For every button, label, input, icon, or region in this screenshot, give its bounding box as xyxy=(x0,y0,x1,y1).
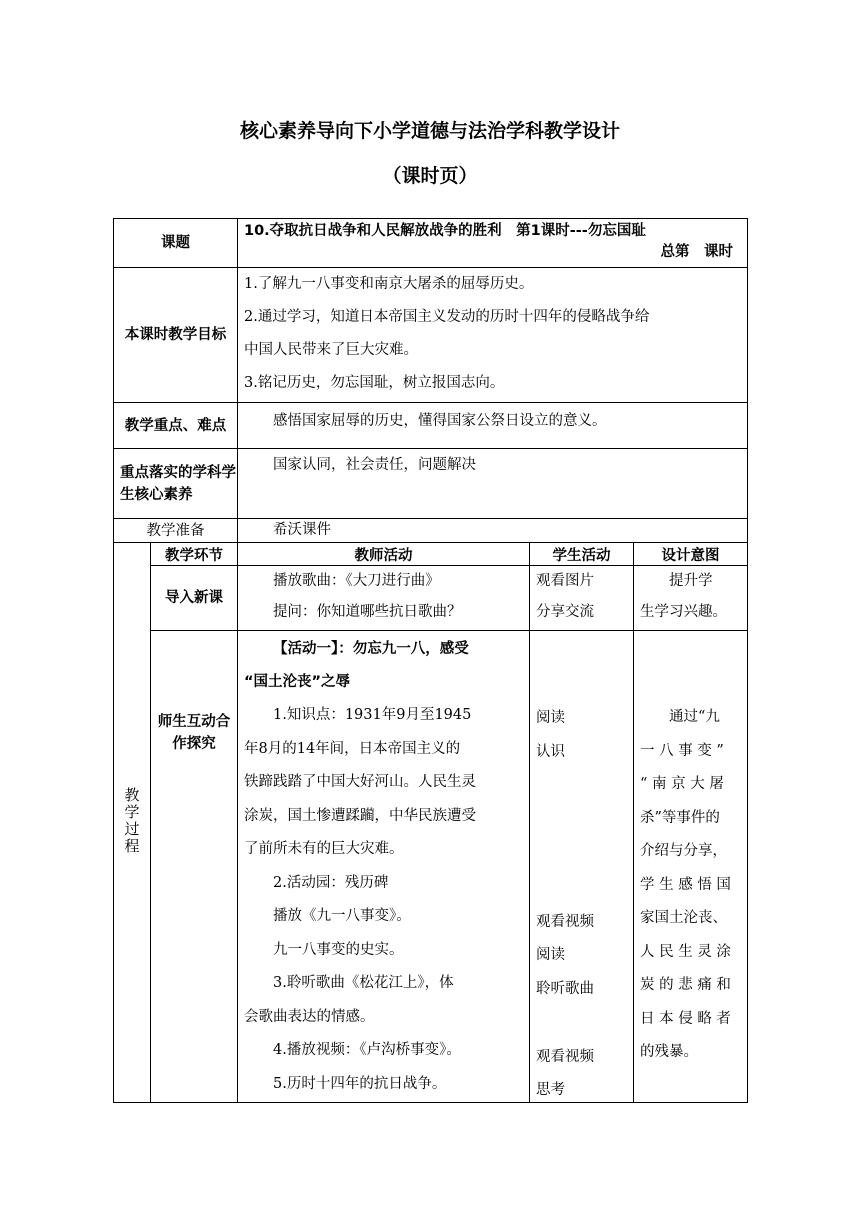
intent-line: 介绍与分享， xyxy=(640,843,727,859)
document-subtitle: （课时页） xyxy=(382,165,478,187)
preparation-text: 希沃课件 xyxy=(273,522,331,538)
header-stage: 教学环节 xyxy=(151,543,238,566)
intro-intent-cell xyxy=(634,566,748,631)
core-literacy-text: 国家认同，社会责任，问题解决 xyxy=(273,457,476,473)
student-line: 阅读 xyxy=(536,947,565,963)
explore-row xyxy=(114,631,748,1103)
intent-line: “ 南 京 大 屠 xyxy=(640,776,724,792)
objectives-cell xyxy=(238,268,748,403)
core-literacy-label: 重点落实的学科学生核心素养 xyxy=(114,449,238,519)
intro-student-line: 观看图片 xyxy=(536,573,594,589)
teacher-line: 4.播放视频：《卢沟桥事变》。 xyxy=(273,1042,461,1058)
teacher-line: 铁蹄践踏了中国大好河山。人民生灵 xyxy=(244,774,476,790)
student-line: 观看视频 xyxy=(536,914,594,930)
teacher-line: 涂炭，国土惨遭蹂躏，中华民族遭受 xyxy=(244,807,476,824)
explore-student-cell xyxy=(530,631,634,1103)
intro-student-cell xyxy=(530,566,634,631)
teacher-line: 会歌曲表达的情感。 xyxy=(244,1008,375,1025)
header-student: 学生活动 xyxy=(530,543,634,566)
teacher-line: 年8月的14年间，日本帝国主义的 xyxy=(244,740,461,757)
preparation-cell xyxy=(238,519,748,543)
intent-line: 学 生 感 悟 国 xyxy=(640,876,731,893)
key-points-text: 感悟国家屈辱的历史，懂得国家公祭日设立的意义。 xyxy=(273,413,607,429)
intent-line: 通过“九 xyxy=(669,709,720,725)
explore-intent-cell xyxy=(634,631,748,1103)
teacher-line: 5.历时十四年的抗日战争。 xyxy=(273,1075,447,1092)
teacher-line: 1.知识点：1931年9月至1945 xyxy=(273,707,472,723)
intent-line: 日 本 侵 略 者 xyxy=(640,1010,731,1027)
key-points-row xyxy=(114,403,748,449)
student-line: 聆听歌曲 xyxy=(536,981,594,997)
process-side-label: 教学过程 xyxy=(122,786,141,855)
topic-row xyxy=(114,219,748,268)
intro-intent-line: 提升学 xyxy=(669,573,713,589)
document-title: 核心素养导向下小学道德与法治学科教学设计 xyxy=(239,120,620,142)
topic-title: 10.夺取抗日战争和人民解放战争的胜利 第1课时---勿忘国耻 xyxy=(244,223,646,239)
topic-label: 课题 xyxy=(114,219,238,268)
teacher-line: 3.聆听歌曲《松花江上》，体 xyxy=(273,975,454,991)
lesson-plan-table xyxy=(113,218,748,1103)
student-line: 认识 xyxy=(536,744,565,760)
teacher-line: 播放《九一八事变》。 xyxy=(273,908,411,924)
teacher-line: 2.活动园：残历碑 xyxy=(273,874,389,891)
intent-line: 一 八 事 变 ” xyxy=(640,742,724,759)
objective-item: 1.了解九一八事变和南京大屠杀的屈辱历史。 xyxy=(244,276,534,292)
objectives-label: 本课时教学目标 xyxy=(114,268,238,403)
key-points-label: 教学重点、难点 xyxy=(114,403,238,449)
intent-line: 杀”等事件的 xyxy=(640,809,720,826)
process-side-cell xyxy=(114,543,151,1103)
intro-stage: 导入新课 xyxy=(151,566,238,631)
intent-line: 人 民 生 灵 涂 xyxy=(640,943,731,960)
preparation-label: 教学准备 xyxy=(114,519,238,543)
activity-title: 【活动一】：勿忘九一八，感受 xyxy=(273,641,469,657)
teacher-line: 九一八事变的史实。 xyxy=(273,941,404,958)
objectives-row xyxy=(114,268,748,403)
objective-item: 3.铭记历史，勿忘国耻，树立报国志向。 xyxy=(244,375,505,391)
teacher-line: 了前所未有的巨大灾难。 xyxy=(244,841,404,857)
objective-item: 2.通过学习，知道日本帝国主义发动的历时十四年的侵略战争给 xyxy=(244,309,650,325)
explore-teacher-cell xyxy=(238,631,530,1103)
student-line: 思考 xyxy=(536,1082,565,1098)
intent-line: 的残暴。 xyxy=(640,1044,698,1060)
core-literacy-cell xyxy=(238,449,748,519)
student-line: 观看视频 xyxy=(536,1049,594,1065)
topic-total-lessons: 总第 课时 xyxy=(660,244,734,260)
key-points-cell xyxy=(238,403,748,449)
header-teacher: 教师活动 xyxy=(238,543,530,566)
intro-teacher-line: 提问：你知道哪些抗日歌曲？ xyxy=(273,604,462,620)
activity-title: “国土沦丧”之辱 xyxy=(244,674,351,690)
objective-item: 中国人民带来了巨大灾难。 xyxy=(244,342,418,358)
topic-cell xyxy=(238,219,748,268)
preparation-row xyxy=(114,519,748,543)
intro-teacher-line: 播放歌曲：《大刀进行曲》 xyxy=(273,573,440,589)
header-intent: 设计意图 xyxy=(634,543,748,566)
process-header-row xyxy=(114,543,748,566)
intro-row xyxy=(114,566,748,631)
intro-intent-line: 生学习兴趣。 xyxy=(640,604,727,620)
intent-line: 炭 的 悲 痛 和 xyxy=(640,977,731,993)
intro-student-line: 分享交流 xyxy=(536,604,594,620)
explore-stage: 师生互动合作探究 xyxy=(151,631,238,1103)
core-literacy-row xyxy=(114,449,748,519)
intro-teacher-cell xyxy=(238,566,530,631)
intent-line: 家国土沦丧、 xyxy=(640,910,727,926)
student-line: 阅读 xyxy=(536,710,565,726)
